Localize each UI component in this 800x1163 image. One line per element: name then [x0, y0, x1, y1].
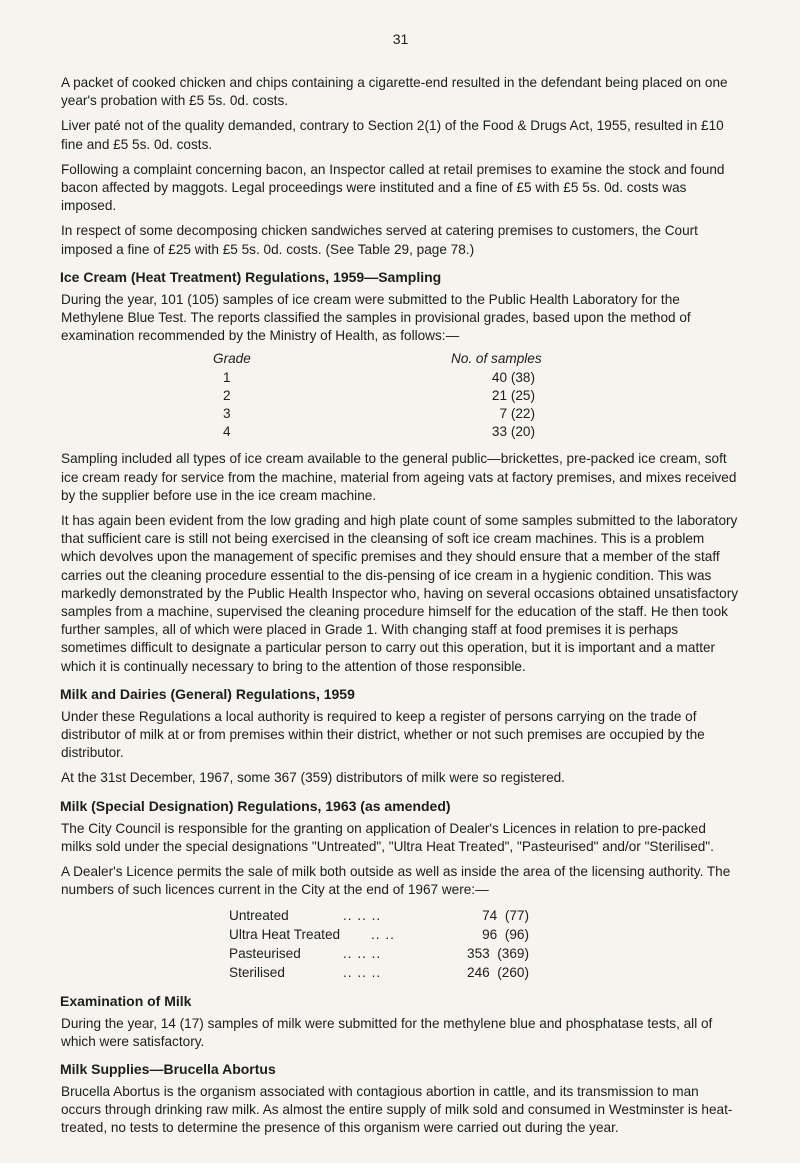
paragraph-licence-permits: A Dealer's Licence permits the sale of milk both outside as well as inside the area of the licensing authority. The numbers of such licences current in the City at the end of 1967 were:— — [61, 864, 731, 898]
paragraph-ice-cream-intro: During the year, 101 (105) samples of ice cream were submitted to the Public Health Laboratory for the Methylene Blue Test. The reports classified the samples in provisional grades, based upon the method of examination recommended by the Ministry of Health, as follows:— — [61, 291, 691, 344]
table-row — [61, 405, 740, 423]
paragraph-brucella: Brucella Abortus is the organism associated with contagious abortion in cattle, and its transmission to man occurs through drinking raw milk. As almost the entire supply of milk sold and consumed in Westminster is heat-treated, no tests to determine the presence of this organism were carried out during the year. — [61, 1083, 733, 1136]
grade-cell: 2 — [223, 388, 231, 404]
paragraph-low-grading: It has again been evident from the low grading and high plate count of some samples submitted to the laboratory that sufficient care is still not being exercised in the cleansing of soft ice cream machines. This is a problem which devolves upon the management of specific premises and they should ensure that a member of the staff carries out the cleaning procedure essential to the dis-pensing of ice cream in a hygienic condition. This was markedly demonstrated by the Public Health Inspector who, having on several occasions obtained unsatisfactory samples from a machine, supervised the cleaning procedure himself for the education of the staff. He then took further samples, all of which were placed in Grade 1. With changing staff at food premises it is perhaps sometimes difficult to designate a particular person to carry out this operation, but it is important and a matter which it is continually necessary to bring to the attention of those responsible. — [61, 513, 739, 674]
samples-cell: 40 (38) — [491, 370, 535, 386]
samples-cell: 33 (20) — [491, 424, 535, 440]
heading-brucella: Milk Supplies—Brucella Abortus — [60, 1060, 276, 1077]
table-row — [61, 907, 740, 925]
paragraph-examination: During the year, 14 (17) samples of milk were submitted for the methylene blue and phosphatase tests, all of which were satisfactory. — [61, 1015, 713, 1049]
samples-cell: 21 (25) — [491, 388, 535, 404]
heading-milk-dairies: Milk and Dairies (General) Regulations, 1959 — [60, 685, 355, 702]
heading-examination: Examination of Milk — [60, 992, 192, 1009]
licence-label: Pasteurised — [229, 945, 301, 961]
grade-cell: 1 — [223, 370, 231, 386]
paragraph-sampling: Sampling included all types of ice cream available to the general public—brickettes, pre-packed ice cream, soft ice cream ready for service from the machine, material from ageing vats at factory premises, and mixes received by the supplier before use in the ice cream machine. — [61, 451, 737, 503]
licence-count: 353 (369) — [467, 945, 529, 961]
samples-cell: 7 (22) — [499, 406, 535, 422]
paragraph-chicken-sandwiches: In respect of some decomposing chicken sandwiches served at catering premises to customers, the Court imposed a fine of £25 with £5 5s. 0d. costs. (See Table 29, page 78.) — [61, 223, 698, 257]
leader-dots: .. .. .. — [343, 964, 382, 980]
table-row — [61, 964, 740, 982]
grade-column-header: Grade — [213, 351, 251, 367]
licence-count: 246 (260) — [467, 964, 529, 980]
table-row — [61, 369, 740, 387]
table-row — [61, 423, 740, 441]
licence-table — [61, 907, 740, 983]
table-row — [61, 926, 740, 944]
paragraph-register: Under these Regulations a local authority is required to keep a register of persons carrying on the trade of distributor of milk at or from premises within their district, whether or not such premises are occupied by the distributor. — [61, 708, 705, 761]
table-row — [61, 387, 740, 405]
paragraph-dealer-licences: The City Council is responsible for the granting on application of Dealer's Licences in relation to pre-packed milks sold under the special designations "Untreated", "Ultra Heat Treated", "Pasteurised" and/or "Sterilised". — [61, 820, 714, 854]
heading-milk-special: Milk (Special Designation) Regulations, 1963 (as amended) — [60, 797, 451, 814]
grade-cell: 4 — [223, 424, 231, 440]
table-row — [61, 945, 740, 963]
leader-dots: .. .. .. — [343, 945, 382, 961]
heading-ice-cream: Ice Cream (Heat Treatment) Regulations, 1959—Sampling — [60, 268, 442, 285]
leader-dots: .. .. — [371, 926, 395, 942]
grade-table — [61, 350, 740, 446]
page-number: 31 — [392, 31, 409, 47]
paragraph-liver-pate: Liver paté not of the quality demanded, contrary to Section 2(1) of the Food & Drugs Act, 1955, resulted in £10 fine and £5 5s. 0d. costs. — [61, 118, 724, 152]
paragraph-chicken-chips: A packet of cooked chicken and chips containing a cigarette-end resulted in the defendant being placed on one year's probation with £5 5s. 0d. costs. — [61, 75, 728, 109]
licence-count: 96 (96) — [482, 926, 529, 942]
licence-label: Untreated — [229, 907, 289, 923]
leader-dots: .. .. .. — [343, 907, 382, 923]
licence-label: Sterilised — [229, 964, 285, 980]
licence-count: 74 (77) — [482, 907, 529, 923]
licence-label: Ultra Heat Treated — [229, 926, 341, 942]
grade-cell: 3 — [223, 406, 231, 422]
samples-column-header: No. of samples — [451, 351, 542, 367]
paragraph-distributors: At the 31st December, 1967, some 367 (359) distributors of milk were so registered. — [61, 770, 565, 786]
paragraph-bacon: Following a complaint concerning bacon, an Inspector called at retail premises to examine the stock and found bacon affected by maggots. Legal proceedings were instituted and a fine of £5 with £5 5s. 0d. costs was imposed. — [61, 161, 725, 214]
